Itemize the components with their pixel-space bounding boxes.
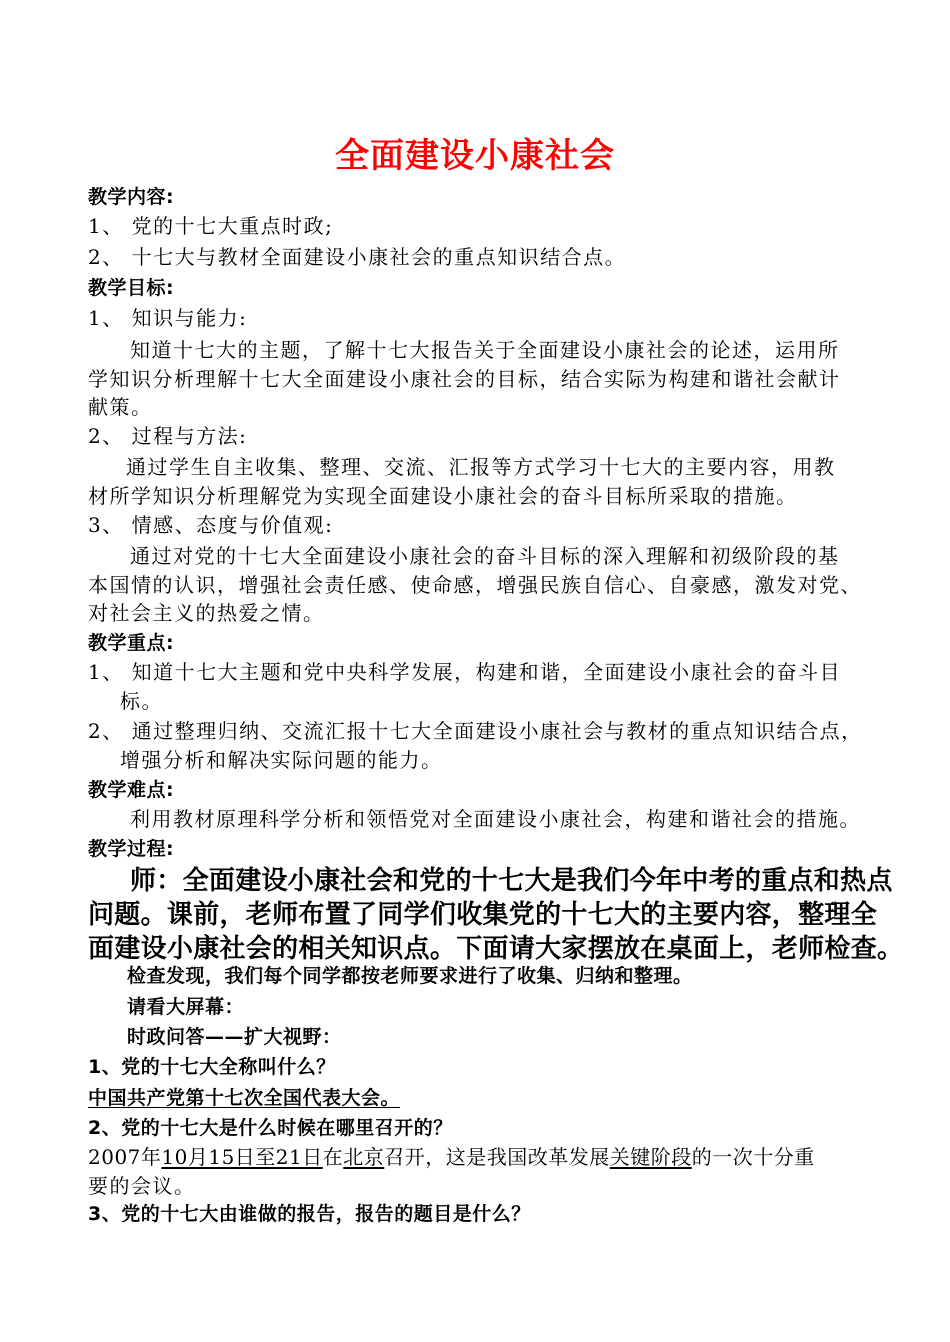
content-heading: 教学内容: <box>88 186 175 208</box>
answer-2-text: 召开，这是我国改革发展 <box>384 1145 610 1169</box>
goals-heading: 教学目标: <box>88 277 175 299</box>
answer-2-line <box>88 1143 815 1171</box>
key-point-1-line: 标。 <box>120 689 163 713</box>
question-2: 2、党的十七大是什么时候在哪里召开的？ <box>88 1117 453 1139</box>
goal-2-line: 材所学知识分析理解党为实现全面建设小康社会的奋斗目标所采取的措施。 <box>88 484 798 508</box>
goal-1-line: 献策。 <box>88 395 153 419</box>
answer-1: 中国共产党第十七次全国代表大会。 <box>88 1087 401 1109</box>
answer-2-text: 在 <box>322 1145 344 1169</box>
key-point-2-line: 增强分析和解决实际问题的能力。 <box>120 748 443 772</box>
goal-2-title: 2、 过程与方法: <box>88 424 248 448</box>
question-1: 1、党的十七大全称叫什么？ <box>88 1056 336 1078</box>
answer-2-key-stage: 关键阶段 <box>609 1145 692 1169</box>
process-heading: 教学过程: <box>88 838 175 860</box>
teacher-speech-line: 师：全面建设小康社会和党的十七大是我们今年中考的重点和热点 <box>130 866 893 896</box>
goal-1-title: 1、 知识与能力: <box>88 306 248 330</box>
content-item-2: 2、 十七大与教材全面建设小康社会的重点知识结合点。 <box>88 245 627 269</box>
difficulties-heading: 教学难点: <box>88 779 175 801</box>
answer-2-line: 要的会议。 <box>88 1174 196 1198</box>
key-point-2-line: 2、 通过整理归纳、交流汇报十七大全面建设小康社会与教材的重点知识结合点， <box>88 719 863 743</box>
screen-line: 请看大屏幕： <box>127 996 245 1018</box>
question-3: 3、党的十七大由谁做的报告，报告的题目是什么？ <box>88 1203 531 1225</box>
key-point-1-line: 1、 知道十七大主题和党中央科学发展，构建和谐，全面建设小康社会的奋斗目 <box>88 660 842 684</box>
goal-3-line: 对社会主义的热爱之情。 <box>88 601 325 625</box>
key-points-heading: 教学重点: <box>88 632 175 654</box>
goal-3-line: 通过对党的十七大全面建设小康社会的奋斗目标的深入理解和初级阶段的基 <box>130 544 840 568</box>
document-title: 全面建设小康社会 <box>335 136 615 176</box>
goal-2-line: 通过学生自主收集、整理、交流、汇报等方式学习十七大的主要内容，用教 <box>126 455 836 479</box>
answer-2-place: 北京 <box>343 1145 385 1169</box>
answer-2-year: 2007年 <box>88 1145 162 1169</box>
teacher-speech-line: 问题。课前，老师布置了同学们收集党的十七大的主要内容，整理全 <box>88 900 878 930</box>
content-item-1: 1、 党的十七大重点时政; <box>88 214 334 238</box>
qa-title: 时政问答——扩大视野： <box>127 1026 342 1048</box>
answer-2-dates: 10月15日至21日 <box>161 1145 323 1169</box>
goal-1-line: 学知识分析理解十七大全面建设小康社会的目标，结合实际为构建和谐社会献计 <box>88 367 841 391</box>
goal-3-title: 3、 情感、态度与价值观: <box>88 513 334 537</box>
goal-3-line: 本国情的认识，增强社会责任感、使命感，增强民族自信心、自豪感，激发对党、 <box>88 573 862 597</box>
teacher-speech-line: 面建设小康社会的相关知识点。下面请大家摆放在桌面上，老师检查。 <box>88 934 904 964</box>
check-line: 检查发现，我们每个同学都按老师要求进行了收集、归纳和整理。 <box>127 965 693 987</box>
difficulties-line: 利用教材原理科学分析和领悟党对全面建设小康社会，构建和谐社会的措施。 <box>130 807 861 831</box>
answer-2-text: 的一次十分重 <box>691 1145 815 1169</box>
goal-1-line: 知道十七大的主题，了解十七大报告关于全面建设小康社会的论述，运用所 <box>130 338 840 362</box>
